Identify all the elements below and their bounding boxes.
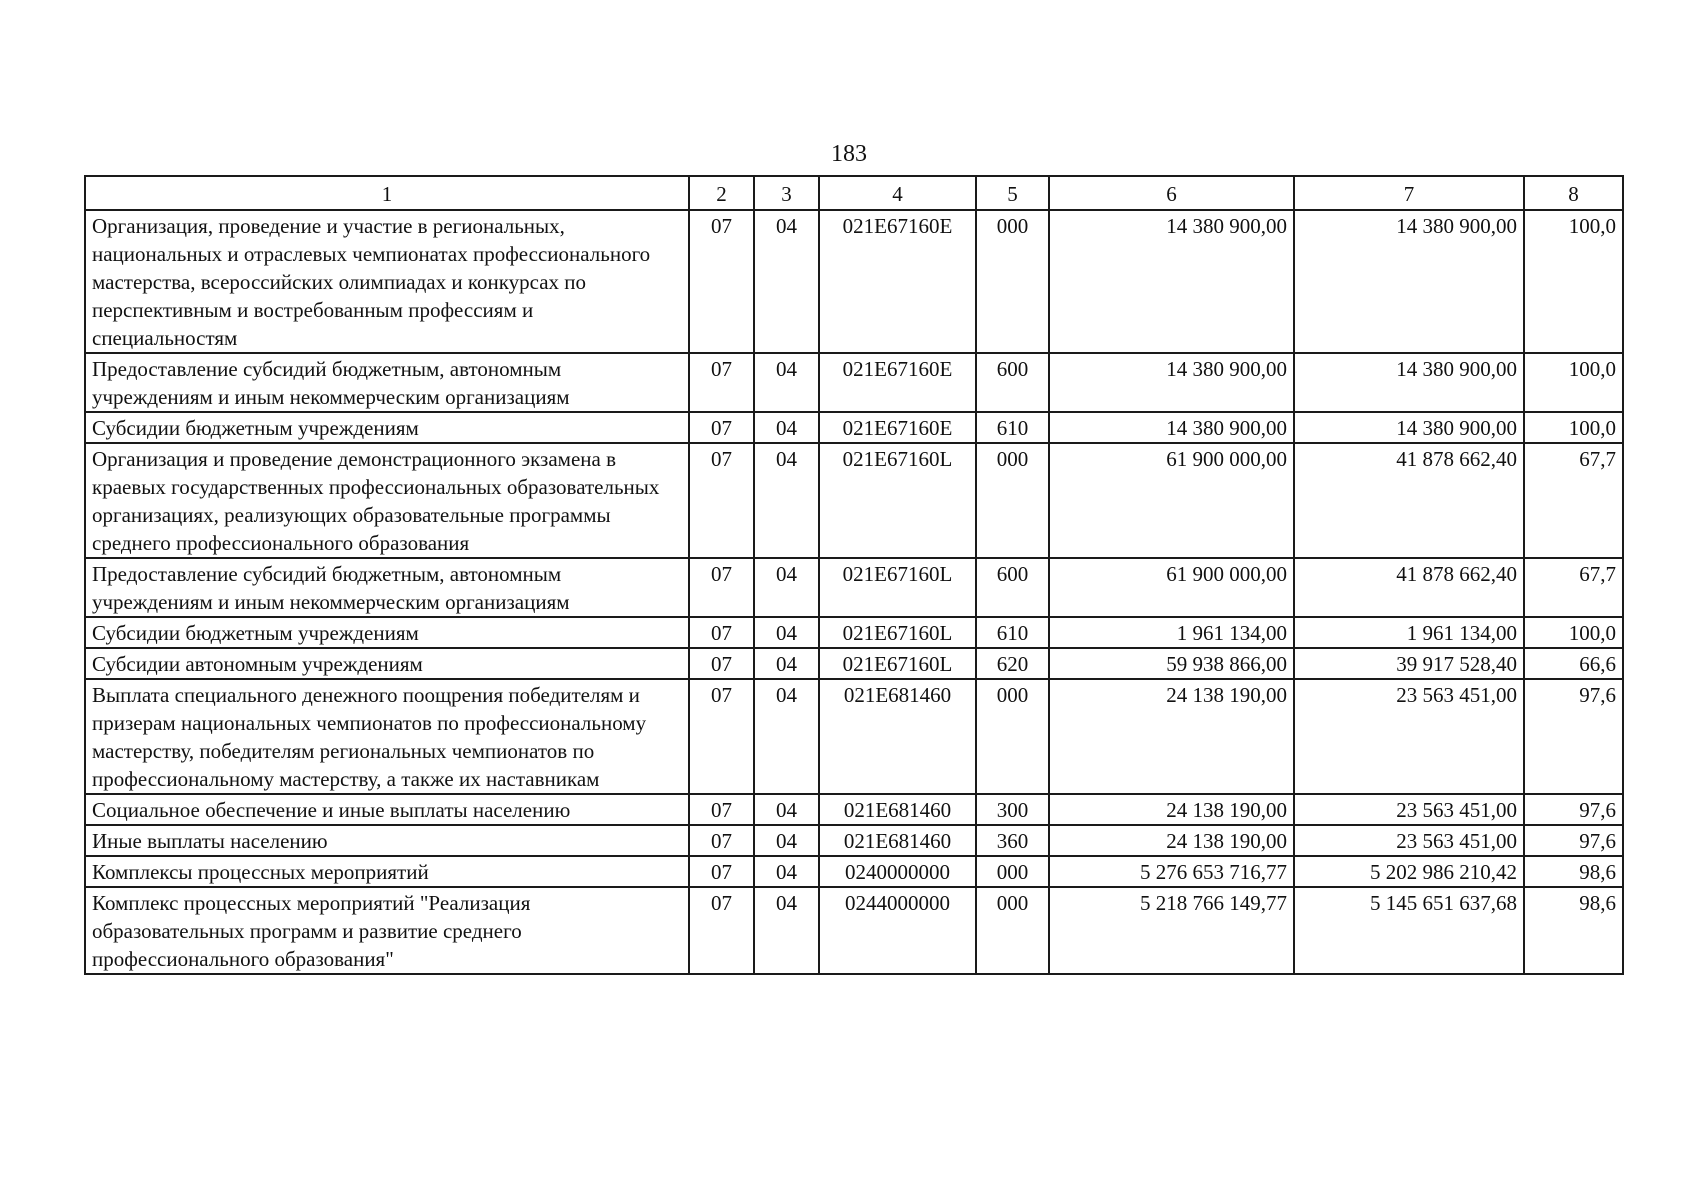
column-number-row bbox=[85, 176, 1623, 210]
table-row bbox=[85, 679, 1623, 794]
execution-percent: 100,0 bbox=[1524, 210, 1623, 353]
planned-amount: 61 900 000,00 bbox=[1049, 558, 1294, 617]
executed-amount: 14 380 900,00 bbox=[1294, 412, 1524, 443]
subsection-code: 04 bbox=[754, 558, 819, 617]
row-name: Выплата специального денежного поощрения победителям и призерам национальных чемпионатов по профессиональному мастерству, победителям региональных чемпионатов по профессиональному мастерству, а также их наставникам bbox=[85, 679, 689, 794]
table-row bbox=[85, 617, 1623, 648]
row-name: Социальное обеспечение и иные выплаты населению bbox=[85, 794, 689, 825]
column-header: 2 bbox=[689, 176, 754, 210]
column-header: 1 bbox=[85, 176, 689, 210]
row-name: Предоставление субсидий бюджетным, автономным учреждениям и иным некоммерческим организациям bbox=[85, 353, 689, 412]
subsection-code: 04 bbox=[754, 210, 819, 353]
target-article-code: 021E67160L bbox=[819, 558, 976, 617]
table-row bbox=[85, 412, 1623, 443]
expense-type-code: 000 bbox=[976, 856, 1049, 887]
expense-type-code: 300 bbox=[976, 794, 1049, 825]
section-code: 07 bbox=[689, 443, 754, 558]
target-article-code: 0244000000 bbox=[819, 887, 976, 974]
execution-percent: 98,6 bbox=[1524, 887, 1623, 974]
executed-amount: 23 563 451,00 bbox=[1294, 794, 1524, 825]
expense-type-code: 000 bbox=[976, 887, 1049, 974]
execution-percent: 100,0 bbox=[1524, 617, 1623, 648]
row-name: Субсидии автономным учреждениям bbox=[85, 648, 689, 679]
table-row bbox=[85, 856, 1623, 887]
section-code: 07 bbox=[689, 794, 754, 825]
subsection-code: 04 bbox=[754, 412, 819, 443]
row-name: Субсидии бюджетным учреждениям bbox=[85, 412, 689, 443]
planned-amount: 24 138 190,00 bbox=[1049, 825, 1294, 856]
subsection-code: 04 bbox=[754, 825, 819, 856]
target-article-code: 021E67160E bbox=[819, 210, 976, 353]
executed-amount: 23 563 451,00 bbox=[1294, 679, 1524, 794]
execution-percent: 100,0 bbox=[1524, 412, 1623, 443]
planned-amount: 61 900 000,00 bbox=[1049, 443, 1294, 558]
execution-percent: 97,6 bbox=[1524, 825, 1623, 856]
column-header: 8 bbox=[1524, 176, 1623, 210]
page-number: 183 bbox=[831, 141, 867, 167]
execution-percent: 97,6 bbox=[1524, 794, 1623, 825]
expense-type-code: 360 bbox=[976, 825, 1049, 856]
expense-type-code: 600 bbox=[976, 558, 1049, 617]
execution-percent: 67,7 bbox=[1524, 443, 1623, 558]
column-header: 4 bbox=[819, 176, 976, 210]
column-header: 3 bbox=[754, 176, 819, 210]
target-article-code: 021E681460 bbox=[819, 825, 976, 856]
planned-amount: 59 938 866,00 bbox=[1049, 648, 1294, 679]
table-row bbox=[85, 353, 1623, 412]
executed-amount: 5 202 986 210,42 bbox=[1294, 856, 1524, 887]
expense-type-code: 610 bbox=[976, 412, 1049, 443]
row-name: Предоставление субсидий бюджетным, автономным учреждениям и иным некоммерческим организациям bbox=[85, 558, 689, 617]
executed-amount: 14 380 900,00 bbox=[1294, 353, 1524, 412]
planned-amount: 14 380 900,00 bbox=[1049, 353, 1294, 412]
section-code: 07 bbox=[689, 412, 754, 443]
executed-amount: 5 145 651 637,68 bbox=[1294, 887, 1524, 974]
target-article-code: 021E67160L bbox=[819, 617, 976, 648]
table-row bbox=[85, 558, 1623, 617]
executed-amount: 14 380 900,00 bbox=[1294, 210, 1524, 353]
column-header: 5 bbox=[976, 176, 1049, 210]
execution-percent: 66,6 bbox=[1524, 648, 1623, 679]
planned-amount: 5 218 766 149,77 bbox=[1049, 887, 1294, 974]
column-header: 7 bbox=[1294, 176, 1524, 210]
row-name: Организация и проведение демонстрационного экзамена в краевых государственных профессиональных образовательных организациях, реализующих образовательные программы среднего профессионального образования bbox=[85, 443, 689, 558]
executed-amount: 41 878 662,40 bbox=[1294, 558, 1524, 617]
expense-type-code: 610 bbox=[976, 617, 1049, 648]
table-row bbox=[85, 210, 1623, 353]
subsection-code: 04 bbox=[754, 794, 819, 825]
planned-amount: 14 380 900,00 bbox=[1049, 210, 1294, 353]
target-article-code: 021E681460 bbox=[819, 794, 976, 825]
subsection-code: 04 bbox=[754, 887, 819, 974]
executed-amount: 39 917 528,40 bbox=[1294, 648, 1524, 679]
execution-percent: 67,7 bbox=[1524, 558, 1623, 617]
execution-percent: 97,6 bbox=[1524, 679, 1623, 794]
target-article-code: 0240000000 bbox=[819, 856, 976, 887]
planned-amount: 24 138 190,00 bbox=[1049, 794, 1294, 825]
row-name: Иные выплаты населению bbox=[85, 825, 689, 856]
planned-amount: 1 961 134,00 bbox=[1049, 617, 1294, 648]
row-name: Комплекс процессных мероприятий "Реализация образовательных программ и развитие среднего профессионального образования" bbox=[85, 887, 689, 974]
subsection-code: 04 bbox=[754, 353, 819, 412]
planned-amount: 24 138 190,00 bbox=[1049, 679, 1294, 794]
planned-amount: 5 276 653 716,77 bbox=[1049, 856, 1294, 887]
target-article-code: 021E67160L bbox=[819, 648, 976, 679]
target-article-code: 021E67160E bbox=[819, 353, 976, 412]
expense-type-code: 600 bbox=[976, 353, 1049, 412]
section-code: 07 bbox=[689, 558, 754, 617]
column-header: 6 bbox=[1049, 176, 1294, 210]
subsection-code: 04 bbox=[754, 856, 819, 887]
section-code: 07 bbox=[689, 887, 754, 974]
planned-amount: 14 380 900,00 bbox=[1049, 412, 1294, 443]
target-article-code: 021E681460 bbox=[819, 679, 976, 794]
executed-amount: 23 563 451,00 bbox=[1294, 825, 1524, 856]
budget-table bbox=[84, 175, 1624, 975]
section-code: 07 bbox=[689, 679, 754, 794]
row-name: Субсидии бюджетным учреждениям bbox=[85, 617, 689, 648]
section-code: 07 bbox=[689, 648, 754, 679]
executed-amount: 41 878 662,40 bbox=[1294, 443, 1524, 558]
executed-amount: 1 961 134,00 bbox=[1294, 617, 1524, 648]
target-article-code: 021E67160E bbox=[819, 412, 976, 443]
execution-percent: 100,0 bbox=[1524, 353, 1623, 412]
table-row bbox=[85, 648, 1623, 679]
execution-percent: 98,6 bbox=[1524, 856, 1623, 887]
section-code: 07 bbox=[689, 353, 754, 412]
section-code: 07 bbox=[689, 617, 754, 648]
table-row bbox=[85, 794, 1623, 825]
target-article-code: 021E67160L bbox=[819, 443, 976, 558]
subsection-code: 04 bbox=[754, 443, 819, 558]
table-row bbox=[85, 825, 1623, 856]
expense-type-code: 000 bbox=[976, 443, 1049, 558]
subsection-code: 04 bbox=[754, 648, 819, 679]
table-row bbox=[85, 887, 1623, 974]
section-code: 07 bbox=[689, 856, 754, 887]
expense-type-code: 000 bbox=[976, 210, 1049, 353]
subsection-code: 04 bbox=[754, 679, 819, 794]
section-code: 07 bbox=[689, 210, 754, 353]
table-row bbox=[85, 443, 1623, 558]
row-name: Организация, проведение и участие в региональных, национальных и отраслевых чемпионатах профессионального мастерства, всероссийских олимпиадах и конкурсах по перспективным и востребованным профессиям и специальностям bbox=[85, 210, 689, 353]
section-code: 07 bbox=[689, 825, 754, 856]
row-name: Комплексы процессных мероприятий bbox=[85, 856, 689, 887]
expense-type-code: 620 bbox=[976, 648, 1049, 679]
subsection-code: 04 bbox=[754, 617, 819, 648]
expense-type-code: 000 bbox=[976, 679, 1049, 794]
